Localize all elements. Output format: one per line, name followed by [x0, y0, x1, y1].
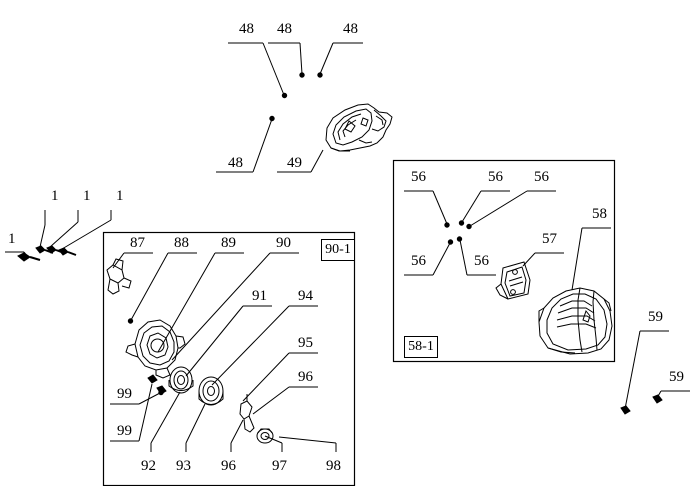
callout-59-b: 59 — [669, 369, 684, 385]
callout-98: 98 — [326, 458, 341, 474]
callout-99-a: 99 — [117, 386, 132, 402]
callout-56-b: 56 — [488, 169, 503, 185]
callout-95: 95 — [298, 335, 313, 351]
leader-line-57 — [523, 253, 564, 266]
part-57-shape — [496, 262, 530, 299]
callout-96-a: 96 — [298, 369, 313, 385]
panel-label-58-1: 58-1 — [404, 336, 438, 358]
callout-48-d: 48 — [228, 155, 243, 171]
part-91-93-shape — [169, 367, 223, 405]
callout-99-b: 99 — [117, 423, 132, 439]
callout-1-a: 1 — [8, 231, 16, 247]
callout-48-a: 48 — [239, 21, 254, 37]
callout-87: 87 — [130, 235, 145, 251]
callout-56-a: 56 — [411, 169, 426, 185]
callout-94: 94 — [298, 288, 313, 304]
callout-92: 92 — [141, 458, 156, 474]
callout-97: 97 — [272, 458, 287, 474]
callout-48-b: 48 — [277, 21, 292, 37]
callout-91: 91 — [252, 288, 267, 304]
callout-59-a: 59 — [648, 309, 663, 325]
callout-89: 89 — [221, 235, 236, 251]
callout-57: 57 — [542, 231, 557, 247]
callout-1-b: 1 — [51, 188, 59, 204]
callout-88: 88 — [174, 235, 189, 251]
callout-56-c: 56 — [534, 169, 549, 185]
callout-93: 93 — [176, 458, 191, 474]
part-49-shape — [326, 104, 392, 151]
screw-parts-1 — [18, 246, 76, 261]
part-58-shape — [539, 288, 612, 354]
leader-line-58 — [572, 228, 611, 290]
leader-lines-lower-left — [110, 253, 336, 452]
callout-49: 49 — [287, 155, 302, 171]
callout-90: 90 — [276, 235, 291, 251]
callout-48-c: 48 — [343, 21, 358, 37]
callout-58: 58 — [592, 206, 607, 222]
leader-lines-48 — [216, 43, 363, 172]
callout-1-c: 1 — [83, 188, 91, 204]
panel-label-90-1: 90-1 — [321, 239, 355, 261]
part-87-shape — [107, 259, 131, 294]
callout-56-e: 56 — [474, 253, 489, 269]
part-94-96-shape — [240, 394, 254, 432]
callout-96-b: 96 — [221, 458, 236, 474]
callout-1-d: 1 — [116, 188, 124, 204]
callout-56-d: 56 — [411, 253, 426, 269]
part-89-90-shape — [126, 320, 185, 378]
